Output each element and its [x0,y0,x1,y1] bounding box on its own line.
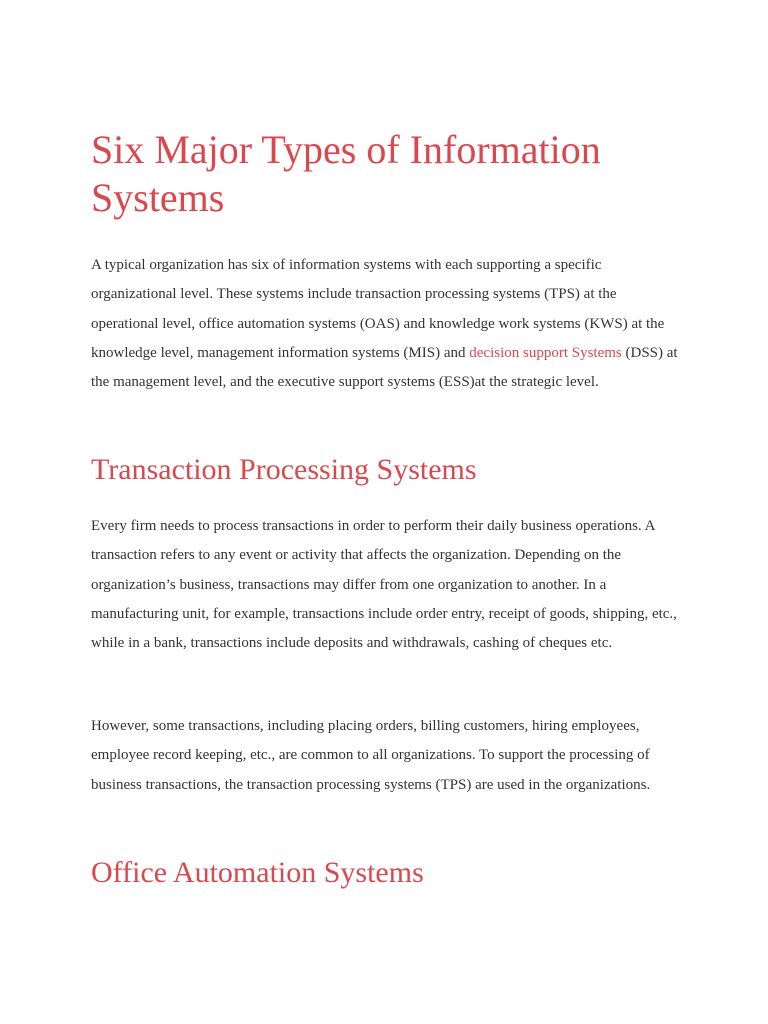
decision-support-systems-link[interactable]: decision support Systems [469,344,622,361]
intro-text-after-link: (DSS) at the management level, and the executive support systems (ESS)at the strategic level. [91,344,678,391]
tps-paragraph-1: Every firm needs to process transactions in order to perform their daily business operations. A transaction refers to any event or activity that affects the organization. Depending on the organization’s business, transactions may differ from one organization to another. In a manufacturing unit, for example, transactions include order entry, receipt of goods, shipping, etc., while in a bank, transactions include deposits and withdrawals, cashing of cheques etc. [91,518,677,652]
intro-text-before-link: A typical organization has six of information systems with each supporting a specific organizational level. These systems include transaction processing systems (TPS) at the operational level, office automation systems (OAS) and knowledge work systems (KWS) at the knowledge level, management information systems (MIS) and [91,257,665,361]
section-heading-oas: Office Automation Systems [91,856,424,889]
tps-paragraph-2: However, some transactions, including placing orders, billing customers, hiring employees, employee record keeping, etc., are common to all organizations. To support the processing of business transactions, the transaction processing systems (TPS) are used in the organizations. [91,718,651,793]
page-title: Six Major Types of Information Systems [91,127,601,220]
intro-paragraph [91,251,681,397]
section-heading-tps: Transaction Processing Systems [91,453,477,486]
